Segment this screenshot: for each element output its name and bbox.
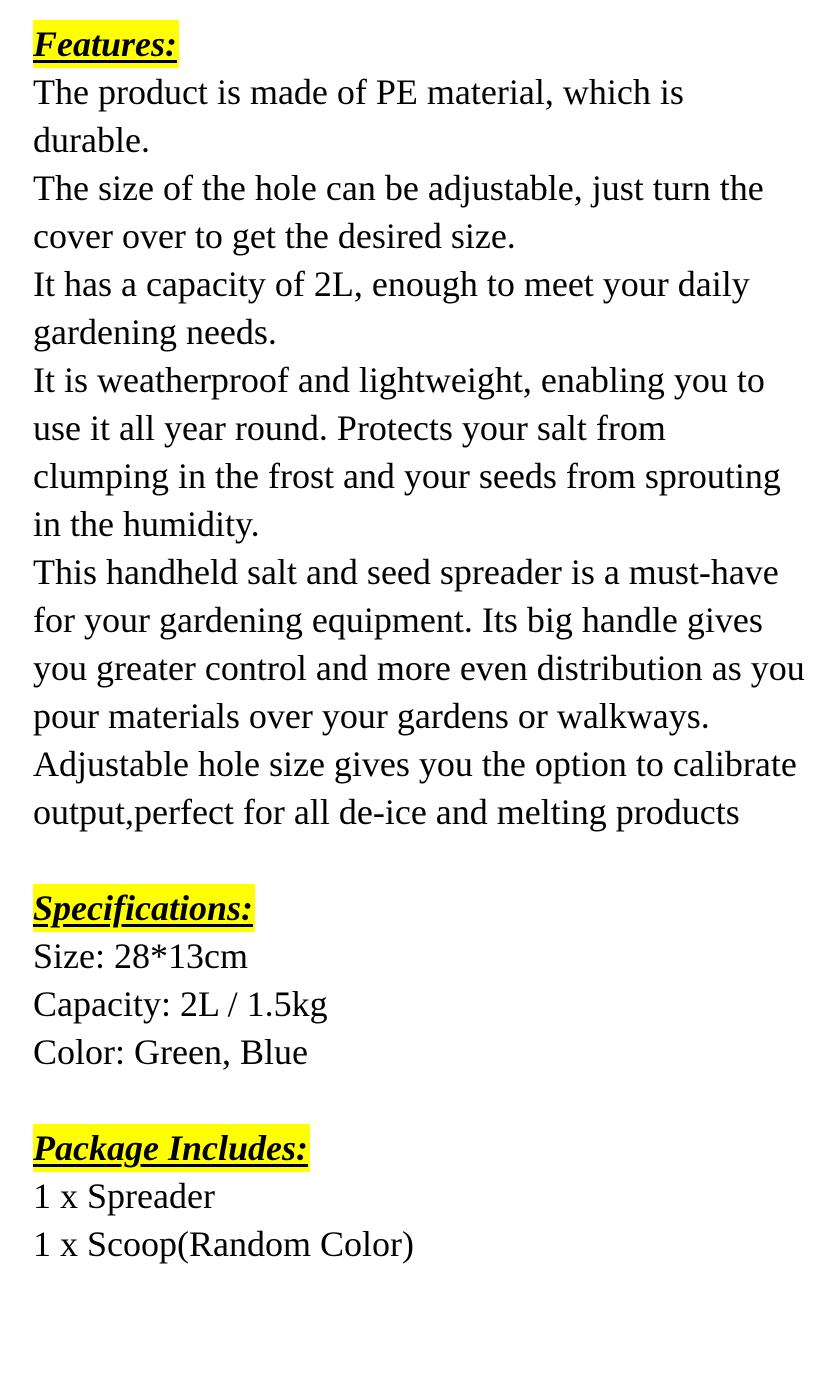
feature-paragraph-material: The product is made of PE material, which is durable. [33, 72, 684, 160]
spec-capacity: Capacity: 2L / 1.5kg [33, 984, 328, 1024]
feature-paragraph-handle: This handheld salt and seed spreader is a must-have for your gardening equipment. Its big handle gives you greater control and more even distribution as you pour materials over your gardens or walkways. [33, 552, 805, 736]
package-item-scoop: 1 x Scoop(Random Color) [33, 1224, 414, 1264]
spec-color: Color: Green, Blue [33, 1032, 308, 1072]
feature-paragraph-adjustable: Adjustable hole size gives you the option to calibrate output,perfect for all de-ice and melting products [33, 744, 797, 832]
section-spacer [33, 836, 808, 884]
feature-paragraph-capacity: It has a capacity of 2L, enough to meet your daily gardening needs. [33, 264, 750, 352]
specifications-heading: Specifications: [33, 884, 255, 932]
package-item-spreader: 1 x Spreader [33, 1176, 215, 1216]
section-spacer [33, 1076, 808, 1124]
features-section-header [33, 20, 808, 68]
spec-size: Size: 28*13cm [33, 936, 248, 976]
package-section-header [33, 1124, 808, 1172]
features-heading: Features: [33, 20, 179, 68]
feature-paragraph-hole-size: The size of the hole can be adjustable, just turn the cover over to get the desired size. [33, 168, 764, 256]
package-heading: Package Includes: [33, 1124, 310, 1172]
product-description [33, 20, 808, 1268]
feature-paragraph-weatherproof: It is weatherproof and lightweight, enabling you to use it all year round. Protects your salt from clumping in the frost and your seeds from sprouting in the humidity. [33, 360, 781, 544]
specifications-section-header [33, 884, 808, 932]
